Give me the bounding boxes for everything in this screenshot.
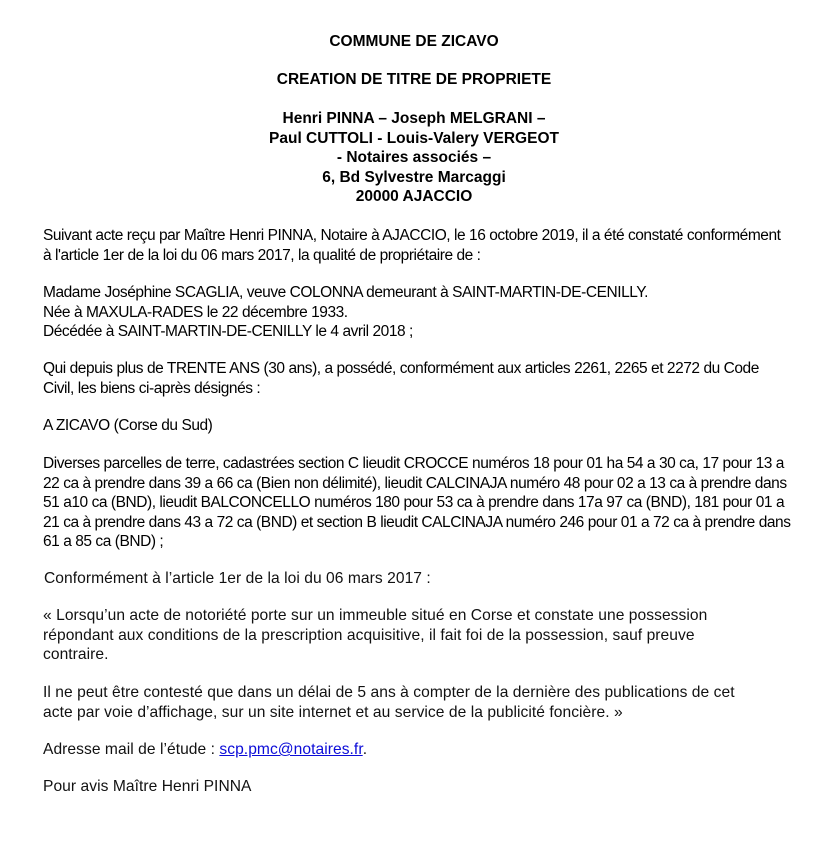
notaries-line-2: Paul CUTTOLI - Louis-Valery VERGEOT [269, 129, 559, 147]
possession-line: Civil, les biens ci-après désignés : [43, 379, 261, 397]
intro-line: Suivant acte reçu par Maître Henri PINNA, Notaire à AJACCIO, le 16 octobre 2019, il a été constaté conformément [43, 227, 781, 244]
owner-paragraph [43, 283, 648, 342]
email-suffix: . [362, 741, 368, 758]
possession-line: Qui depuis plus de TRENTE ANS (30 ans), a possédé, conformément aux articles 2261, 2265 et 2272 du Code [43, 360, 759, 377]
signature: Pour avis Maître Henri PINNA [43, 778, 252, 795]
quote-line: acte par voie d’affichage, sur un site internet et au service de la publicité foncière. » [43, 703, 623, 721]
commune-heading: COMMUNE DE ZICAVO [329, 33, 499, 50]
parcels-paragraph [43, 454, 791, 552]
notaries-line-1: Henri PINNA – Joseph MELGRANI – [282, 110, 546, 127]
owner-line: Née à MAXULA-RADES le 22 décembre 1933. [43, 303, 348, 321]
law-reference: Conformément à l’article 1er de la loi du 06 mars 2017 : [44, 570, 431, 587]
quote-paragraph-2 [43, 683, 735, 722]
parcels-line: Diverses parcelles de terre, cadastrées section C lieudit CROCCE numéros 18 pour 01 ha 54 a 30 ca, 17 pour 13 a [43, 455, 784, 472]
quote-line: contraire. [43, 646, 109, 663]
parcels-line: 21 ca à prendre dans 43 a 72 ca (BND) et section B lieudit CALCINAJA numéro 246 pour 01 a 72 ca à prendre dans [43, 513, 791, 531]
email-link[interactable]: scp.pmc@notaires.fr [219, 741, 363, 758]
possession-paragraph [43, 359, 759, 398]
quote-line: « Lorsqu’un acte de notoriété porte sur un immeuble situé en Corse et constate une possession [43, 607, 708, 624]
owner-line: Madame Joséphine SCAGLIA, veuve COLONNA demeurant à SAINT-MARTIN-DE-CENILLY. [43, 284, 649, 301]
quote-line: répondant aux conditions de la prescription acquisitive, il fait foi de la possession, sauf preuve [43, 626, 695, 644]
quote-paragraph-1 [43, 606, 707, 665]
email-paragraph [43, 740, 367, 760]
address-line-1: 6, Bd Sylvestre Marcaggi [322, 168, 506, 186]
document-title: CREATION DE TITRE DE PROPRIETE [276, 71, 552, 88]
intro-line: à l'article 1er de la loi du 06 mars 2017, la qualité de propriétaire de : [43, 246, 481, 264]
owner-line: Décédée à SAINT-MARTIN-DE-CENILLY le 4 avril 2018 ; [43, 323, 413, 340]
intro-paragraph [43, 226, 781, 265]
parcels-line: 51 a10 ca (BND), lieudit BALCONCELLO numéros 180 pour 53 ca à prendre dans 17a 97 ca (BND), 181 pour 01 a [43, 494, 785, 511]
parcels-line: 22 ca à prendre dans 39 a 66 ca (Bien non délimité), lieudit CALCINAJA numéro 48 pour 02 a 13 ca à prendre dans [43, 474, 787, 492]
address-line-2: 20000 AJACCIO [355, 188, 473, 205]
notaries-line-3: - Notaires associés – [336, 149, 492, 166]
notary-block [0, 109, 828, 207]
email-label: Adresse mail de l’étude : [43, 741, 220, 758]
location-paragraph: A ZICAVO (Corse du Sud) [43, 417, 213, 434]
parcels-line: 61 a 85 ca (BND) ; [43, 533, 164, 550]
quote-line: Il ne peut être contesté que dans un délai de 5 ans à compter de la dernière des publications de cet [43, 684, 735, 701]
